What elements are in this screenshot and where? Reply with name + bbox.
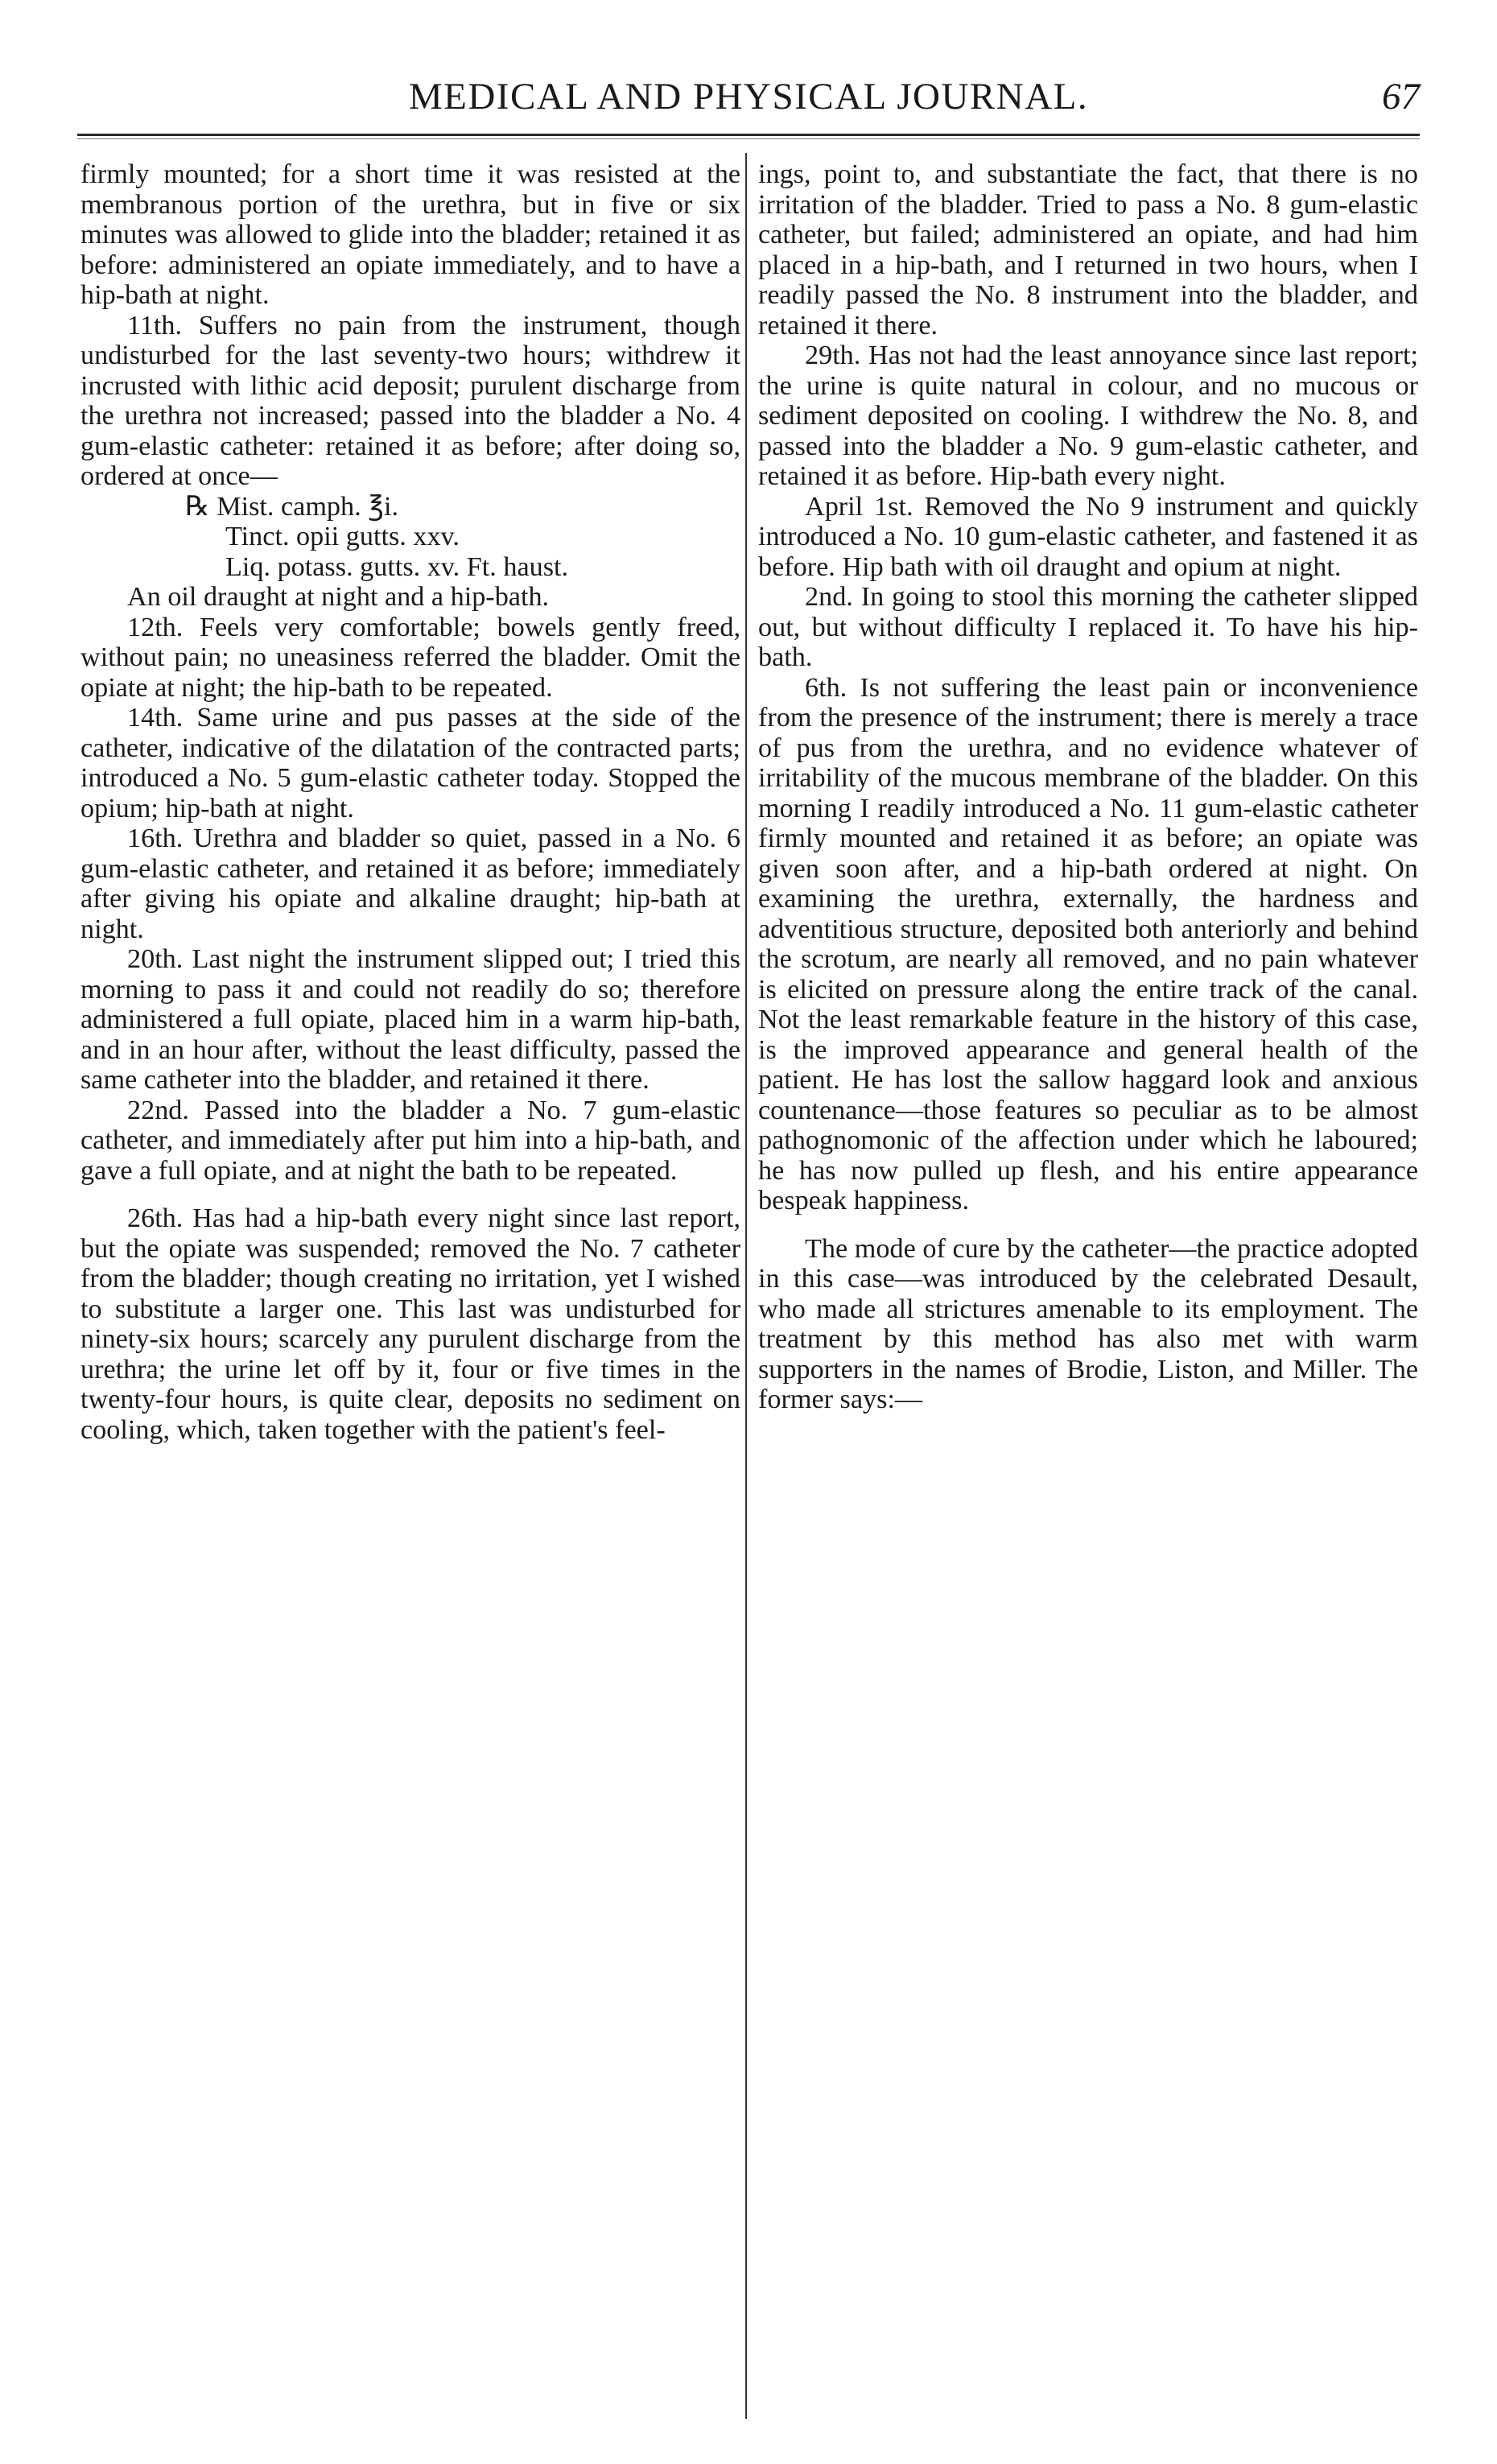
right-column (758, 159, 1418, 1415)
running-head (77, 71, 1420, 122)
paragraph: ings, point to, and substantiate the fact, that there is no irritation of the bladder. Tried to pass a No. 8 gum-elastic catheter, but failed; administered an opiate, and had him placed in a hip-bath, and I returned in two hours, when I readily passed the No. 8 instrument into the bladder, and retained it there. (758, 159, 1418, 341)
paragraph: 11th. Suffers no pain from the instrument, though undisturbed for the last seventy-two hours; withdrew it incrusted with lithic acid deposit; purulent discharge from the urethra not increased; passed into the bladder a No. 4 gum-elastic catheter: retained it as before; after doing so, ordered at once— (80, 310, 740, 491)
paragraph: 16th. Urethra and bladder so quiet, passed in a No. 6 gum-elastic catheter, and retained it as before; immediately after giving his opiate and alkaline draught; hip-bath at night. (80, 823, 740, 944)
journal-title: MEDICAL AND PHYSICAL JOURNAL. (408, 76, 1089, 118)
prescription-line: Liq. potass. gutts. xv. Ft. haust. (225, 551, 569, 582)
paragraph: The mode of cure by the catheter—the practice adopted in this case—was introduced by the celebrated Desault, who made all strictures amenable to its employment. The treatment by this method has also met with warm supporters in the names of Brodie, Liston, and Miller. The former says:— (758, 1233, 1418, 1414)
header-rule (77, 134, 1420, 136)
paragraph: 29th. Has not had the least annoyance since last report; the urine is quite natural in colour, and no mucous or sediment deposited on cooling. I withdrew the No. 8, and passed into the bladder a No. 9 gum-elastic catheter, and retained it as before. Hip-bath every night. (758, 341, 1418, 491)
paragraph: 14th. Same urine and pus passes at the side of the catheter, indicative of the dilatation of the contracted parts; introduced a No. 5 gum-elastic catheter today. Stopped the opium; hip-bath at night. (80, 703, 740, 823)
left-column (80, 159, 740, 1445)
paragraph: 12th. Feels very comfortable; bowels gently freed, without pain; no uneasiness referred the bladder. Omit the opiate at night; the hip-bath to be repeated. (80, 612, 740, 703)
paragraph: 20th. Last night the instrument slipped out; I tried this morning to pass it and could not readily do so; therefore administered a full opiate, placed him in a warm hip-bath, and in an hour after, without the least difficulty, passed the same catheter into the bladder, and retained it there. (80, 944, 740, 1095)
prescription-line: Tinct. opii gutts. xxv. (225, 522, 460, 551)
paragraph: An oil draught at night and a hip-bath. (127, 582, 550, 612)
paragraph: 6th. Is not suffering the least pain or inconvenience from the presence of the instrument; there is merely a trace of pus from the urethra, and no evidence whatever of irritability of the mucous membrane of the bladder. On this morning I readily introduced a No. 11 gum-elastic catheter firmly mounted and retained it as before; an opiate was given soon after, and a hip-bath ordered at night. On examining the urethra, externally, the hardness and adventitious structure, deposited both anteriorly and behind the scrotum, are nearly all removed, and no pain whatever is elicited on pressure along the entire track of the canal. Not the least remarkable feature in the history of this case, is the improved appearance and general health of the patient. He has lost the sallow haggard look and anxious countenance—those features so peculiar as to be almost pathognomonic of the affection under which he laboured; he has now pulled up flesh, and his entire appearance bespeak happiness. (758, 672, 1418, 1215)
prescription-line: ℞ Mist. camph. ℥i. (185, 491, 399, 522)
paragraph: 22nd. Passed into the bladder a No. 7 gum-elastic catheter, and immediately after put him into a hip-bath, and gave a full opiate, and at night the bath to be repeated. (80, 1095, 740, 1186)
header-rule-thin (77, 138, 1420, 139)
page-number: 67 (1382, 76, 1420, 118)
paragraph: April 1st. Removed the No 9 instrument and quickly introduced a No. 10 gum-elastic catheter, and fastened it as before. Hip bath with oil draught and opium at night. (758, 491, 1418, 582)
paragraph: 26th. Has had a hip-bath every night since last report, but the opiate was suspended; removed the No. 7 catheter from the bladder; though creating no irritation, yet I wished to substitute a larger one. This last was undisturbed for ninety-six hours; scarcely any purulent discharge from the urethra; the urine let off by it, four or five times in the twenty-four hours, is quite clear, deposits no sediment on cooling, which, taken together with the patient's feel- (80, 1203, 740, 1445)
column-divider (745, 153, 747, 2419)
paragraph: 2nd. In going to stool this morning the catheter slipped out, but without difficulty I replaced it. To have his hip-bath. (758, 582, 1418, 672)
paragraph: firmly mounted; for a short time it was resisted at the membranous portion of the urethra, but in five or six minutes was allowed to glide into the bladder; retained it as before: administered an opiate immediately, and to have a hip-bath at night. (80, 159, 740, 310)
